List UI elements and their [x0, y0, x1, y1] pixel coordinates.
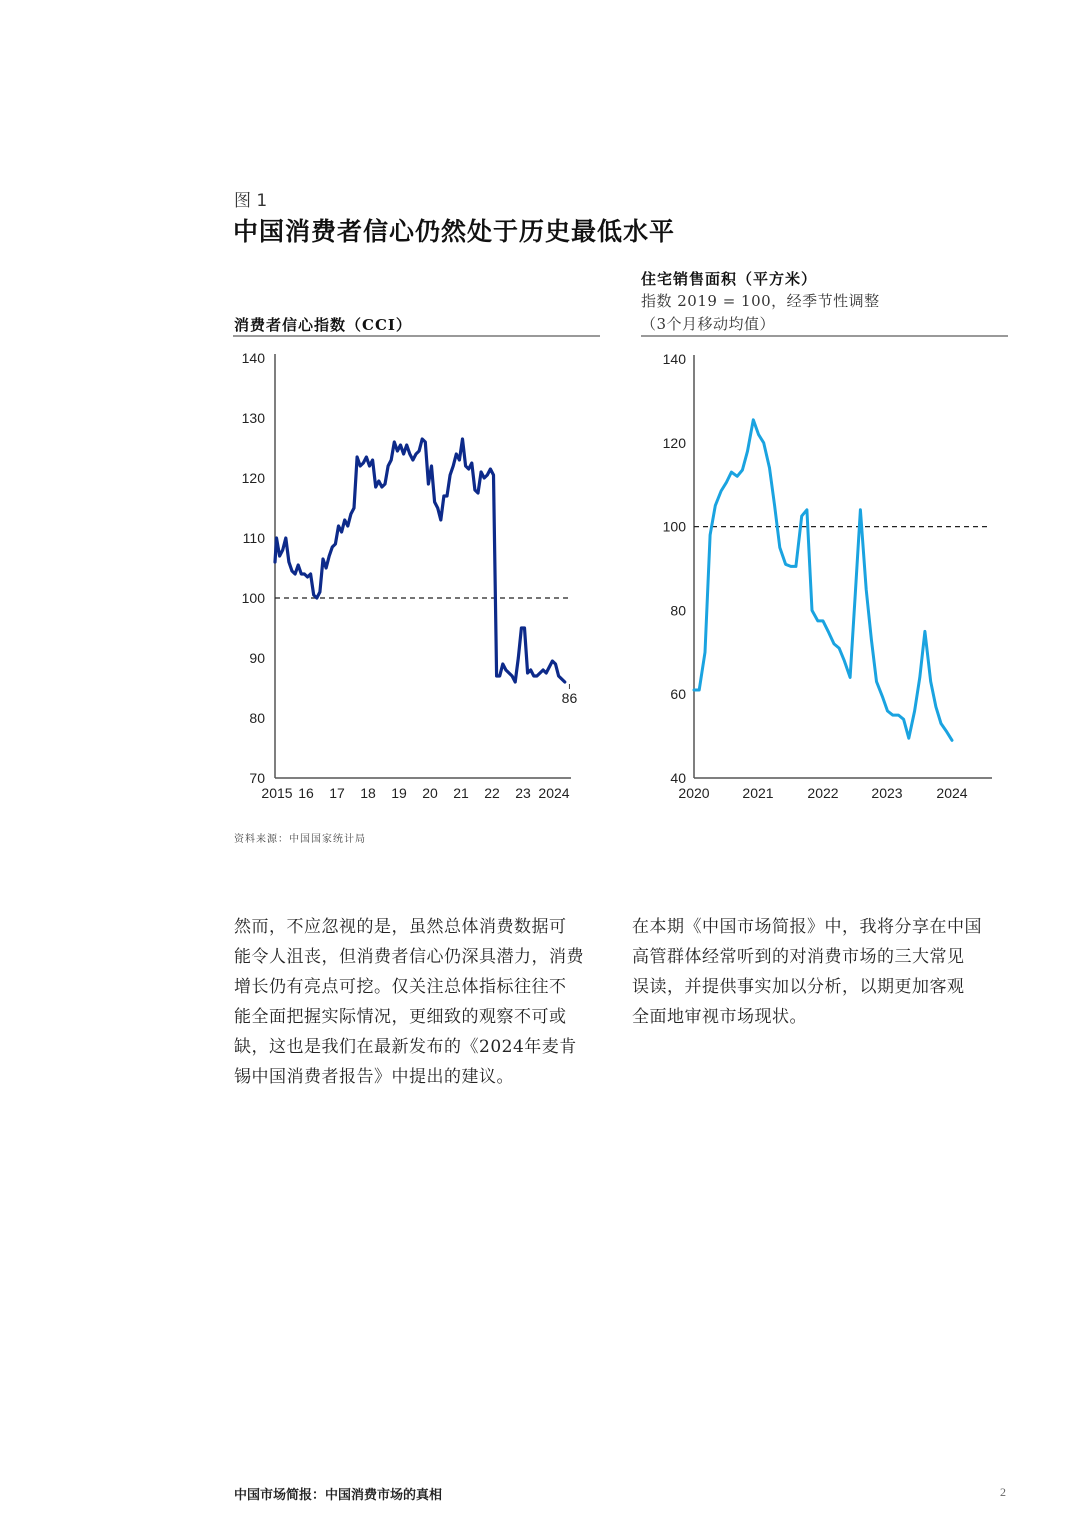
series-line — [275, 439, 565, 682]
figure-label: 图 1 — [234, 191, 268, 211]
body-line: 高管群体经常听到的对消费市场的三大常见 — [632, 947, 965, 967]
x-tick-label: 16 — [298, 785, 314, 801]
page-number: 2 — [1000, 1485, 1006, 1499]
x-tick-label: 22 — [484, 785, 500, 801]
x-tick-label: 2024 — [538, 785, 570, 801]
body-line: 增长仍有亮点可挖。仅关注总体指标往往不 — [234, 977, 567, 997]
y-tick-label: 60 — [670, 686, 686, 703]
x-tick-label: 2023 — [871, 785, 903, 801]
body-line: 缺，这也是我们在最新发布的《2024年麦肯 — [234, 1037, 577, 1057]
y-tick-label: 130 — [241, 410, 265, 426]
body-line: 能全面把握实际情况，更细致的观察不可或 — [234, 1007, 567, 1027]
y-tick-label: 80 — [249, 710, 265, 726]
body-line: 能令人沮丧，但消费者信心仍深具潜力，消费 — [234, 947, 584, 967]
x-tick-label: 21 — [453, 785, 469, 801]
y-tick-label: 80 — [670, 602, 686, 619]
y-tick-label: 140 — [241, 350, 265, 366]
body-paragraph-left — [234, 912, 614, 1092]
x-tick-label: 19 — [391, 785, 407, 801]
cci-panel-title: 消费者信心指数（CCI） — [234, 316, 412, 334]
end-value-label: 86 — [561, 690, 578, 706]
y-tick-label: 100 — [241, 590, 265, 606]
housing-panel-title: 住宅销售面积（平方米） — [641, 270, 818, 288]
figure-title: 中国消费者信心仍然处于历史最低水平 — [233, 217, 676, 246]
x-tick-label: 2024 — [936, 785, 968, 801]
body-line: 误读，并提供事实加以分析，以期更加客观 — [632, 977, 965, 997]
y-tick-label: 90 — [249, 650, 265, 666]
y-tick-label: 100 — [662, 518, 686, 535]
y-tick-label: 120 — [241, 470, 265, 486]
body-line: 锡中国消费者报告》中提出的建议。 — [234, 1067, 514, 1087]
body-line: 全面地审视市场现状。 — [632, 1007, 807, 1027]
y-tick-label: 110 — [242, 530, 265, 546]
series-line — [694, 420, 952, 741]
y-tick-label: 140 — [662, 351, 686, 367]
body-line: 然而，不应忽视的是，虽然总体消费数据可 — [234, 917, 567, 937]
footer-title: 中国市场简报：中国消费市场的真相 — [234, 1488, 443, 1503]
x-tick-label: 2015 — [261, 785, 293, 801]
housing-panel-subtitle-2: （3个月移动均值） — [641, 315, 776, 333]
body-line: 在本期《中国市场简报》中，我将分享在中国 — [632, 917, 982, 937]
x-tick-label: 18 — [360, 785, 376, 801]
x-tick-label: 17 — [329, 785, 345, 801]
y-tick-label: 40 — [670, 770, 686, 786]
housing-panel-subtitle: 指数 2019 = 100，经季节性调整 — [641, 292, 880, 310]
x-tick-label: 2021 — [742, 785, 774, 801]
y-tick-label: 70 — [249, 770, 265, 786]
x-tick-label: 23 — [515, 785, 531, 801]
x-tick-label: 2020 — [678, 785, 710, 801]
x-tick-label: 20 — [422, 785, 438, 801]
source-note: 资料来源：中国国家统计局 — [234, 834, 366, 845]
x-tick-label: 2022 — [807, 785, 839, 801]
body-paragraph-right — [632, 912, 1012, 1032]
y-tick-label: 120 — [662, 434, 686, 451]
